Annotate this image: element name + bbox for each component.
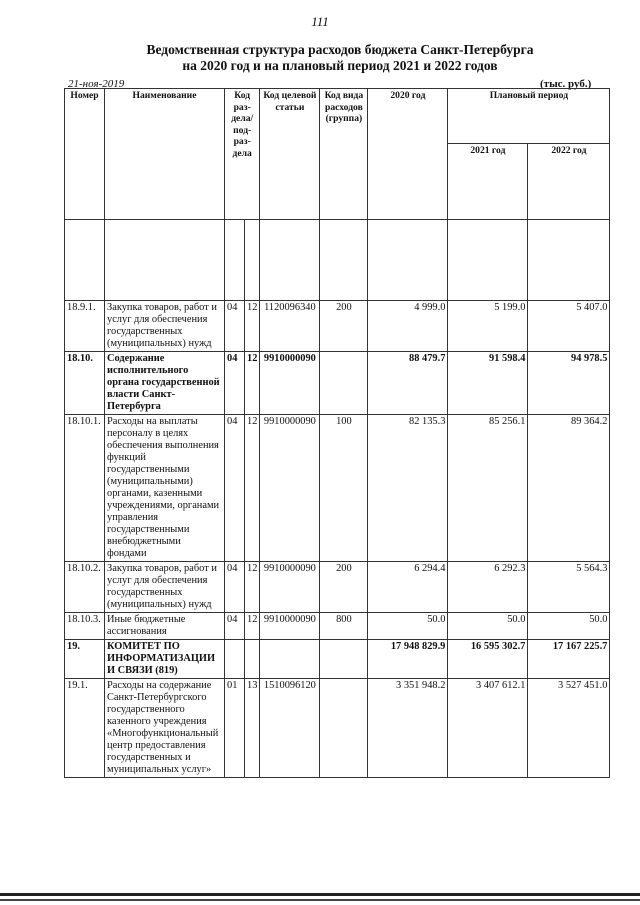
cell-number: 18.10.1. [65, 415, 105, 562]
cell-name: Содержание исполнительного органа государственной власти Санкт-Петербурга [105, 352, 225, 415]
cell-target: 9910000090 [260, 562, 320, 613]
cell-2022: 89 364.2 [528, 415, 610, 562]
cell-subsection [245, 640, 260, 679]
cell-section: 04 [225, 562, 245, 613]
cell-subsection: 12 [245, 352, 260, 415]
cell-target: 1510096120 [260, 679, 320, 778]
cell-2021: 3 407 612.1 [448, 679, 528, 778]
cell-number: 19.1. [65, 679, 105, 778]
cell-2020: 17 948 829.9 [368, 640, 448, 679]
cell-number: 18.9.1. [65, 301, 105, 352]
cell-number: 18.10.2. [65, 562, 105, 613]
cell-2021: 6 292.3 [448, 562, 528, 613]
header-expense-type: Код вида расходов (группа) [320, 89, 368, 220]
document-date: 21-ноя-2019 [68, 78, 125, 90]
cell-name: Закупка товаров, работ и услуг для обеспечения государственных (муниципальных) нужд [105, 562, 225, 613]
cell-subsection: 12 [245, 613, 260, 640]
header-2021: 2021 год [448, 144, 528, 220]
cell-name: Иные бюджетные ассигнования [105, 613, 225, 640]
header-2022: 2022 год [528, 144, 610, 220]
cell-subsection: 12 [245, 562, 260, 613]
header-target: Код целевой статьи [260, 89, 320, 220]
cell-2020: 4 999.0 [368, 301, 448, 352]
cell-number: 18.10.3. [65, 613, 105, 640]
page-number: 111 [311, 14, 329, 29]
header-number: Номер [65, 89, 105, 220]
cell-number: 19. [65, 640, 105, 679]
cell-target: 9910000090 [260, 613, 320, 640]
cell-section: 04 [225, 415, 245, 562]
table-row [65, 679, 610, 778]
header-section: Код раз-дела/ под-раз-дела [225, 89, 260, 220]
cell-number: 18.10. [65, 352, 105, 415]
table-row [65, 613, 610, 640]
title-line-2: на 2020 год и на плановый период 2021 и 2022 годов [182, 58, 498, 73]
cell-section: 04 [225, 352, 245, 415]
table-row [65, 352, 610, 415]
cell-expense-type [320, 679, 368, 778]
cell-expense-type: 100 [320, 415, 368, 562]
cell-name: Расходы на содержание Санкт-Петербургского государственного казенного учреждения «Многофункциональный центр предоставления государственных и муниципальных услуг» [105, 679, 225, 778]
cell-2022: 5 564.3 [528, 562, 610, 613]
cell-section: 04 [225, 613, 245, 640]
cell-expense-type: 800 [320, 613, 368, 640]
budget-table [64, 88, 610, 778]
cell-section: 01 [225, 679, 245, 778]
cell-2021: 91 598.4 [448, 352, 528, 415]
cell-name: Закупка товаров, работ и услуг для обеспечения государственных (муниципальных) нужд [105, 301, 225, 352]
cell-target [260, 640, 320, 679]
cell-2020: 50.0 [368, 613, 448, 640]
bottom-border-2 [0, 899, 640, 901]
cell-2020: 82 135.3 [368, 415, 448, 562]
cell-2021: 16 595 302.7 [448, 640, 528, 679]
table-row [65, 415, 610, 562]
cell-2020: 3 351 948.2 [368, 679, 448, 778]
gap-row [65, 220, 610, 301]
cell-expense-type [320, 640, 368, 679]
cell-2020: 88 479.7 [368, 352, 448, 415]
header-name: Наименование [105, 89, 225, 220]
cell-expense-type [320, 352, 368, 415]
units-label: (тыс. руб.) [540, 78, 592, 90]
cell-2021: 50.0 [448, 613, 528, 640]
cell-section [225, 640, 245, 679]
cell-target: 9910000090 [260, 352, 320, 415]
cell-target: 9910000090 [260, 415, 320, 562]
cell-subsection: 13 [245, 679, 260, 778]
cell-2022: 94 978.5 [528, 352, 610, 415]
document-title [20, 42, 640, 74]
title-line-1: Ведомственная структура расходов бюджета Санкт-Петербурга [146, 42, 534, 57]
table-row [65, 640, 610, 679]
bottom-border [0, 893, 640, 896]
cell-subsection: 12 [245, 301, 260, 352]
cell-name: Расходы на выплаты персоналу в целях обеспечения выполнения функций государственными (муниципальными) органами, казенными учреждениями, органами управления государственными внебюджетными фондами [105, 415, 225, 562]
cell-expense-type: 200 [320, 562, 368, 613]
table-row [65, 301, 610, 352]
cell-subsection: 12 [245, 415, 260, 562]
cell-2022: 17 167 225.7 [528, 640, 610, 679]
table-body [65, 220, 610, 778]
cell-2021: 85 256.1 [448, 415, 528, 562]
table-row [65, 562, 610, 613]
cell-2021: 5 199.0 [448, 301, 528, 352]
cell-expense-type: 200 [320, 301, 368, 352]
cell-name: КОМИТЕТ ПО ИНФОРМАТИЗАЦИИ И СВЯЗИ (819) [105, 640, 225, 679]
header-planned-period: Плановый период [448, 89, 610, 144]
cell-target: 1120096340 [260, 301, 320, 352]
cell-section: 04 [225, 301, 245, 352]
cell-2022: 3 527 451.0 [528, 679, 610, 778]
header-2020: 2020 год [368, 89, 448, 220]
cell-2022: 50.0 [528, 613, 610, 640]
cell-2020: 6 294.4 [368, 562, 448, 613]
cell-2022: 5 407.0 [528, 301, 610, 352]
